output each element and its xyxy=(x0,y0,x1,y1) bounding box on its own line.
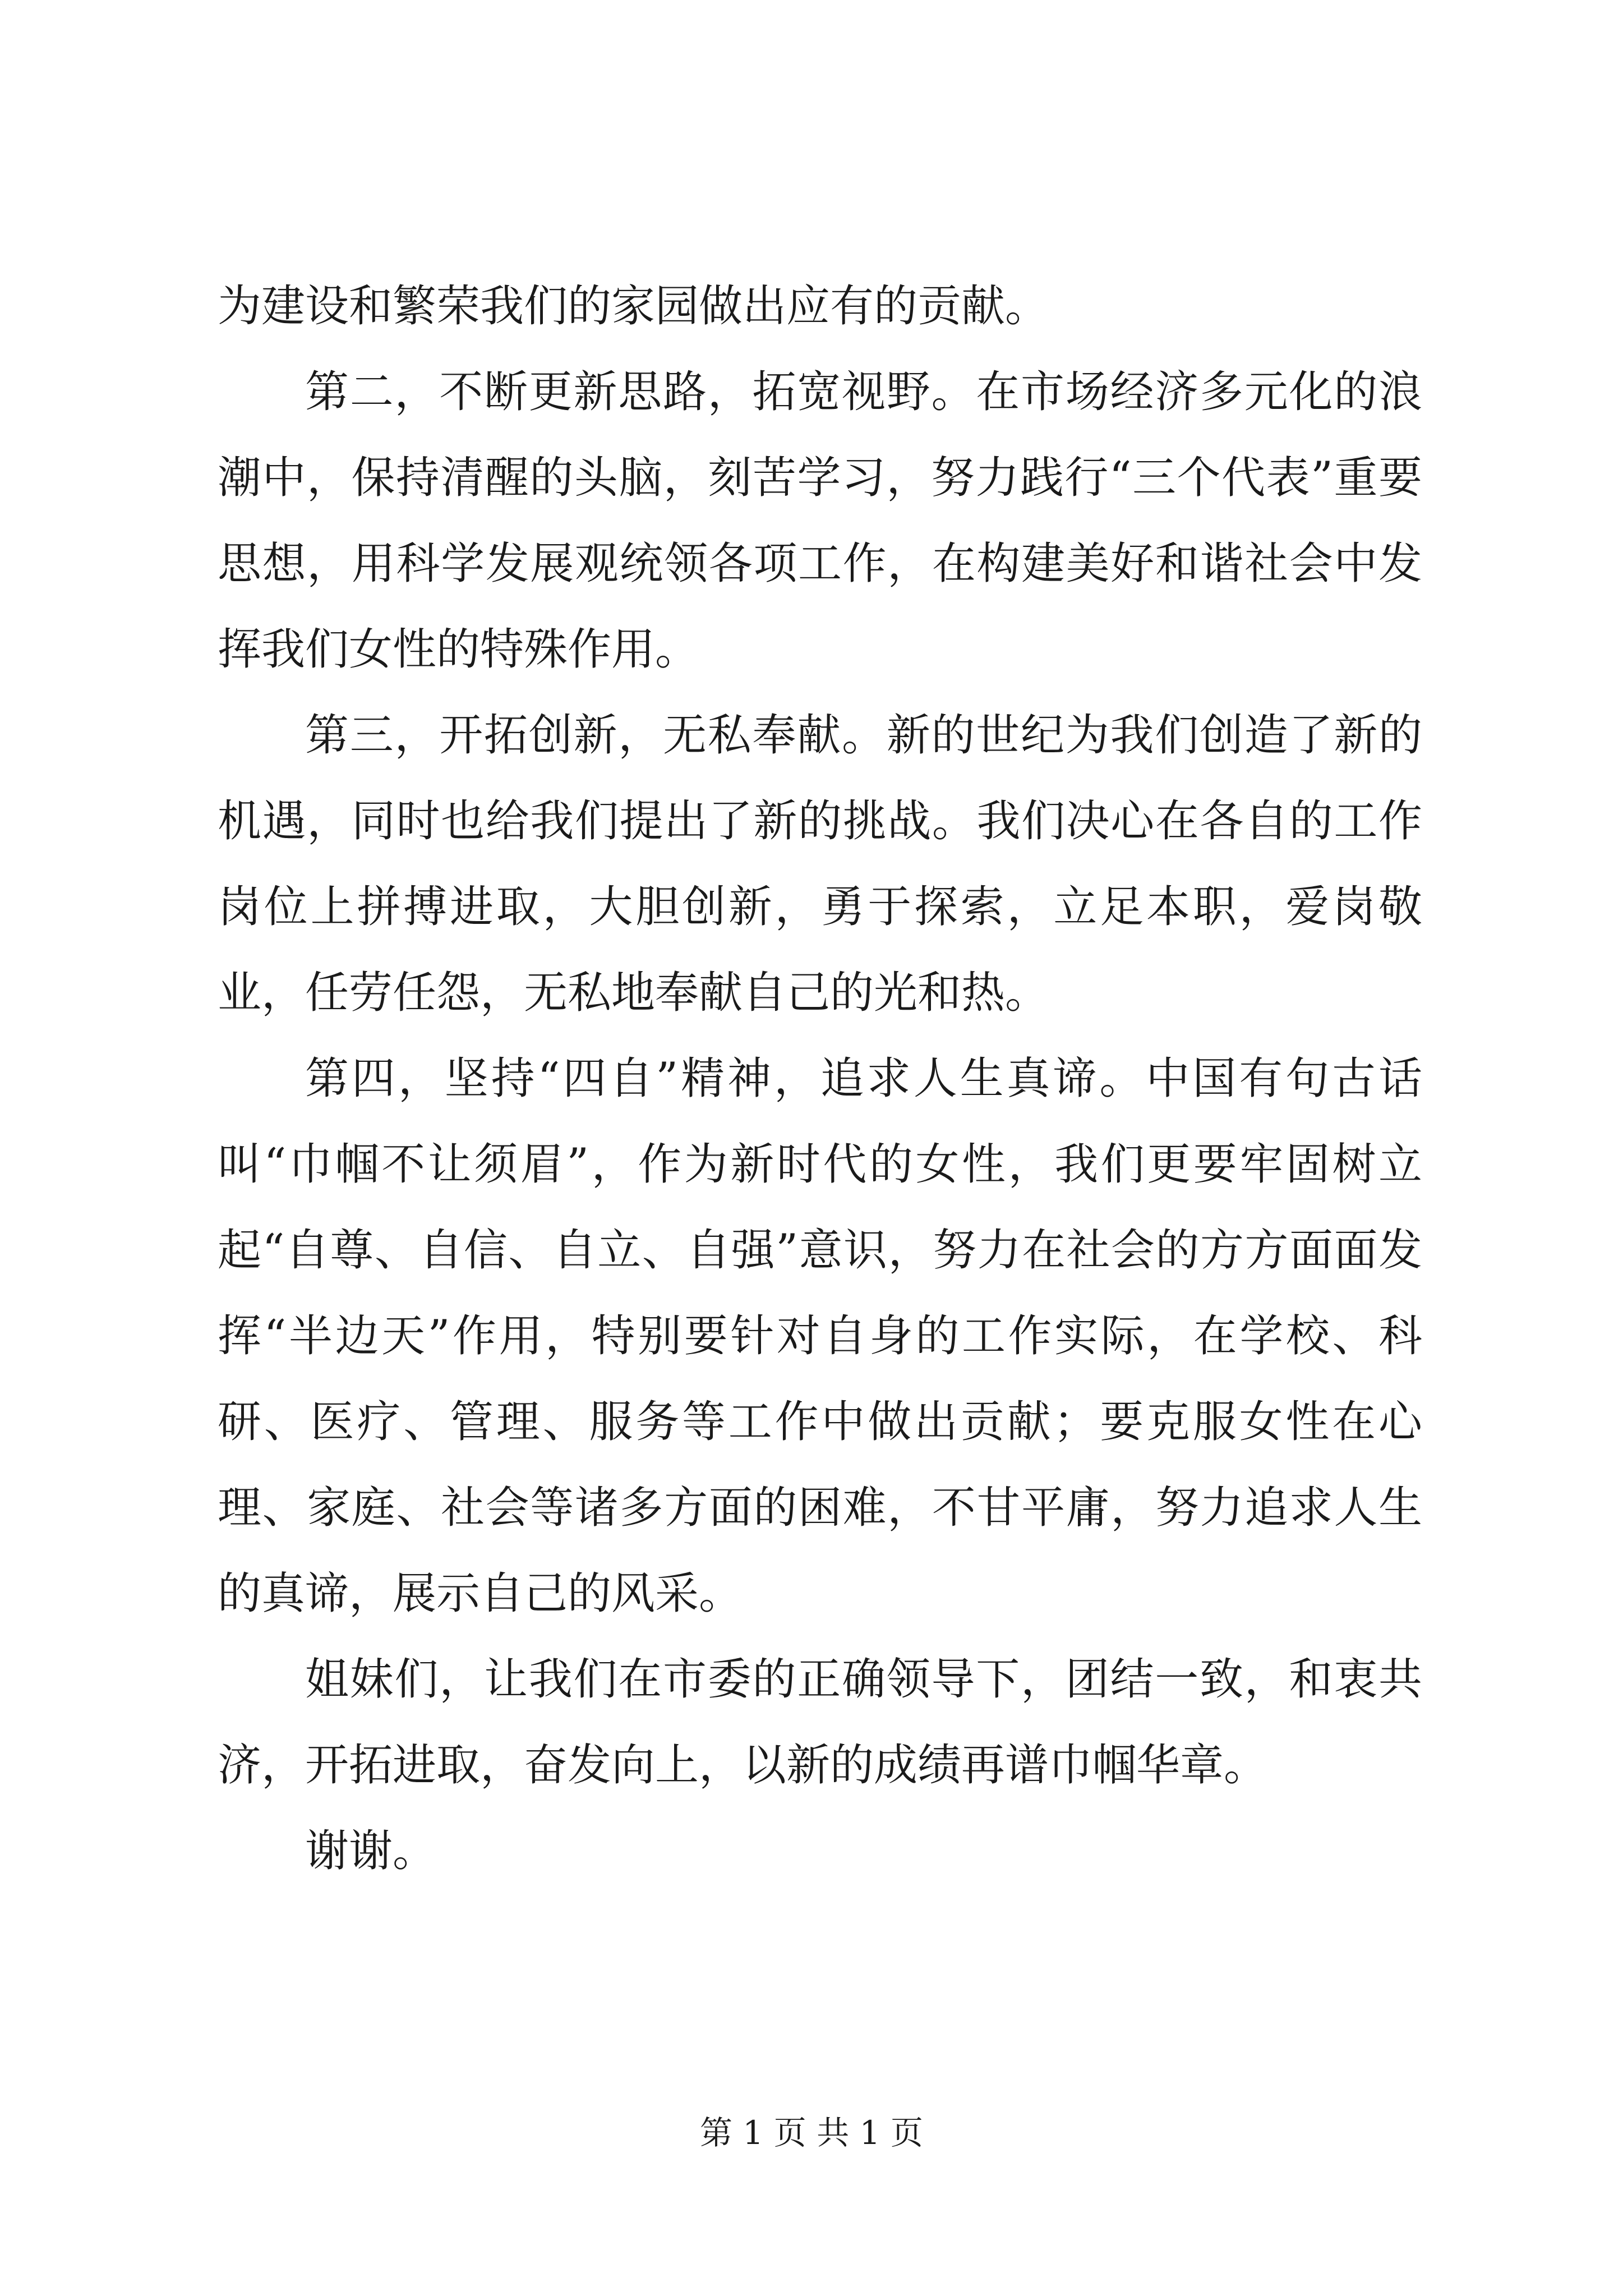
paragraph-thanks: 谢谢。 xyxy=(305,1826,437,1876)
page-number-footer: 第 1 页 共 1 页 xyxy=(700,2114,923,2152)
paragraph-second-point: 第二，不断更新思路，拓宽视野。在市场经济多元化的浪潮中，保持清醒的头脑，刻苦学习，努力践行“三个代表”重要思想，用科学发展观统领各项工作，在构建美好和谐社会中发挥我们女性的特殊作用。 xyxy=(218,367,1422,675)
paragraph-closing-appeal: 姐妹们，让我们在市委的正确领导下，团结一致，和衷共济，开拓进取，奋发向上，以新的成绩再谱巾帼华章。 xyxy=(218,1654,1422,1791)
paragraph-fourth-point: 第四，坚持“四自”精神，追求人生真谛。中国有句古话叫“巾帼不让须眉”，作为新时代的女性，我们更要牢固树立起“自尊、自信、自立、自强”意识，努力在社会的方方面面发挥“半边天”作用，特别要针对自身的工作实际，在学校、科研、医疗、管理、服务等工作中做出贡献；要克服女性在心理、家庭、社会等诸多方面的困难，不甘平庸，努力追求人生的真谛，展示自己的风采。 xyxy=(218,1053,1422,1619)
paragraph-third-point: 第三，开拓创新，无私奉献。新的世纪为我们创造了新的机遇，同时也给我们提出了新的挑战。我们决心在各自的工作岗位上拼搏进取，大胆创新，勇于探索，立足本职，爱岗敬业，任劳任怨，无私地奉献自己的光和热。 xyxy=(218,710,1422,1018)
document-body xyxy=(218,264,1422,1894)
paragraph-continuation: 为建设和繁荣我们的家园做出应有的贡献。 xyxy=(218,281,1049,332)
